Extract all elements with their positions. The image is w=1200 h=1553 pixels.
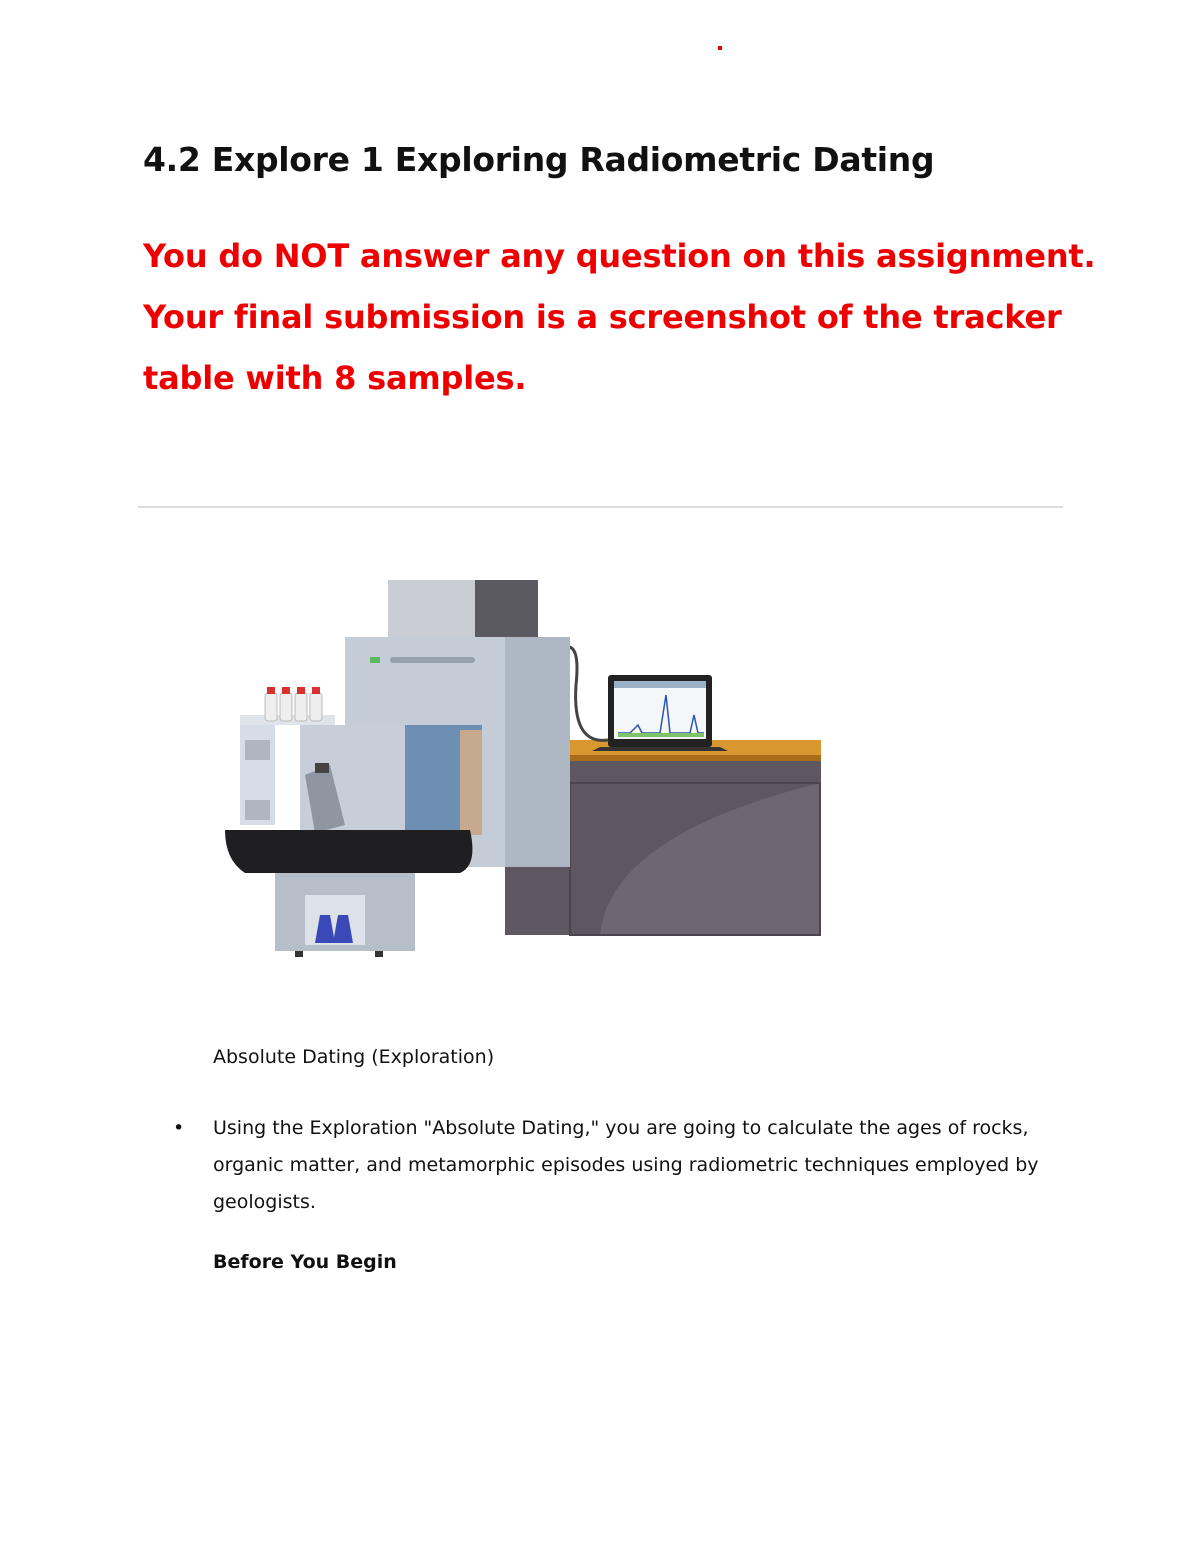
instruction-list xyxy=(173,1110,1063,1221)
bullet-icon: • xyxy=(173,1117,185,1139)
mass-spectrometer-illustration xyxy=(220,575,830,970)
page-title: 4.2 Explore 1 Exploring Radiometric Dating xyxy=(143,140,935,179)
red-dot-marker xyxy=(718,46,722,50)
horizontal-divider xyxy=(138,506,1063,508)
assignment-notice: You do NOT answer any question on this assignment. Your final submission is a screenshot of the tracker table with 8 samples. xyxy=(143,237,1096,397)
exploration-caption: Absolute Dating (Exploration) xyxy=(213,1046,495,1068)
section-subheading: Before You Begin xyxy=(213,1251,397,1273)
list-item xyxy=(173,1110,1063,1221)
list-item-text: Using the Exploration "Absolute Dating," you are going to calculate the ages of rocks, organic matter, and metamorphic episodes using radiometric techniques employed by geologists. xyxy=(213,1117,1039,1213)
lab-equipment-figure xyxy=(220,575,830,970)
